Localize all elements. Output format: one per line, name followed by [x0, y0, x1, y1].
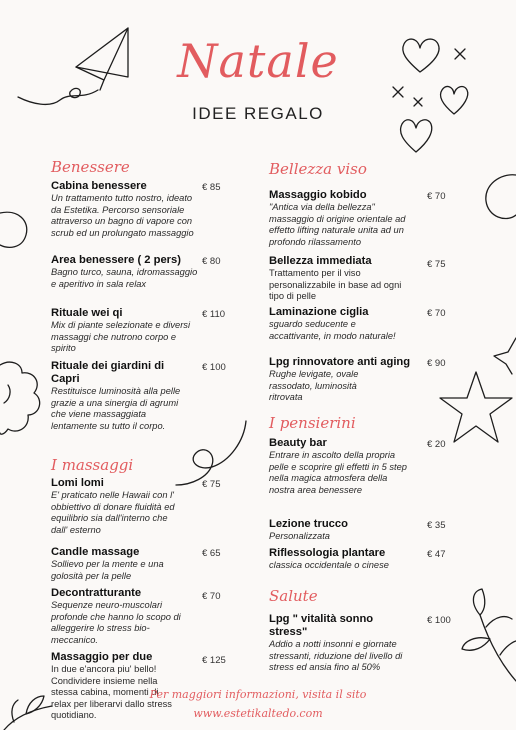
- menu-item: [269, 437, 409, 496]
- item-description: Rughe levigate, ovale rassodato, luminosità ritrovata: [269, 369, 359, 402]
- item-name: Candle massage: [51, 546, 140, 558]
- leaf-branch-icon: [456, 585, 516, 685]
- menu-item: [51, 477, 183, 536]
- item-price: € 80: [202, 256, 221, 267]
- item-name: Massaggio per due: [51, 651, 153, 663]
- item-name: Lpg " vitalità sonno stress": [269, 613, 374, 638]
- section-heading-bellezza-viso: Bellezza viso: [269, 160, 367, 178]
- item-price: € 35: [427, 520, 446, 531]
- item-name: Decontratturante: [51, 587, 142, 599]
- item-name: Laminazione ciglia: [269, 306, 369, 318]
- menu-item: [269, 518, 409, 543]
- menu-item: [51, 307, 201, 355]
- star-icon: [436, 368, 516, 448]
- item-description: Mix di piante selezionate e diversi massaggi che nutrono corpo e spirito: [51, 320, 191, 353]
- swirl-icon: [470, 165, 516, 235]
- item-price: € 70: [202, 591, 221, 602]
- menu-item: [51, 180, 201, 239]
- item-price: € 100: [427, 615, 451, 626]
- item-description: Addio a notti insonni e giornate stressanti, riduzione del livello di stress ed ansia fino al 50%: [269, 639, 403, 672]
- item-description: "Antica via della bellezza" massaggio di origine orientale ad effetto lifting naturale unita ad un profondo rilassamento: [269, 202, 406, 247]
- item-price: € 65: [202, 548, 221, 559]
- menu-item: [51, 587, 181, 646]
- item-name: Rituale wei qi: [51, 307, 123, 319]
- item-description: Un trattamento tutto nostro, ideato da Estetika. Percorso sensoriale attraverso un bagno di vapore con scrub ed un prolungato massaggio: [51, 193, 194, 238]
- item-description: classica occidentale o cinese: [269, 560, 389, 570]
- section-heading-pensierini: I pensierini: [269, 414, 356, 432]
- item-description: Personalizzata: [269, 531, 330, 541]
- item-price: € 110: [202, 309, 226, 320]
- menu-item: [269, 189, 414, 248]
- item-name: Riflessologia plantare: [269, 547, 386, 559]
- cloud-icon: [0, 355, 44, 445]
- item-name: Lomi lomi: [51, 477, 104, 489]
- menu-item: [51, 546, 181, 582]
- menu-item: [51, 254, 201, 290]
- menu-item: [269, 547, 419, 572]
- item-name: Cabina benessere: [51, 180, 147, 192]
- menu-item: [269, 613, 414, 674]
- page-title: Natale: [177, 34, 339, 88]
- item-price: € 75: [427, 259, 446, 270]
- item-name: Lpg rinnovatore anti aging: [269, 356, 411, 368]
- item-description: Sequenze neuro-muscolari profonde che hanno lo scopo di alleggerire lo stress bio-meccanico.: [51, 600, 181, 645]
- menu-item: [269, 306, 401, 342]
- item-price: € 90: [427, 358, 446, 369]
- menu-item: [269, 255, 409, 303]
- footer-website-link[interactable]: www.estetikaltedo.com: [193, 707, 323, 720]
- item-price: € 85: [202, 182, 221, 193]
- item-description: In due e'ancora piu' bello! Condividere insieme nella stessa cabina, momenti di relax per liberarvi dallo stress quotidiano.: [51, 664, 172, 720]
- menu-item: [269, 356, 424, 404]
- item-description: Trattamento per il viso personalizzabile in base ad ogni tipo di pelle: [269, 268, 402, 301]
- item-name: Massaggio kobido: [269, 189, 367, 201]
- item-description: Bagno turco, sauna, idromassaggio e aperitivo in sala relax: [51, 267, 198, 289]
- section-heading-benessere: Benessere: [51, 158, 130, 176]
- item-price: € 125: [202, 655, 226, 666]
- item-description: E' praticato nelle Hawaii con l' obbiettivo di donare fluidità ed equilibrio sia dall'interno che dall' esterno: [51, 490, 175, 535]
- footer-info-text: Per maggiori informazioni, visita il sito: [149, 688, 367, 701]
- page-subtitle: IDEE REGALO: [192, 104, 324, 123]
- item-name: Rituale dei giardini di Capri: [51, 360, 165, 385]
- item-name: Area benessere ( 2 pers): [51, 254, 181, 266]
- item-price: € 70: [427, 308, 446, 319]
- item-name: Lezione trucco: [269, 518, 348, 530]
- item-description: Restituisce luminosità alla pelle grazie a una sinergia di agrumi che viene massaggiata lentamente su tutto il corpo.: [51, 386, 181, 431]
- item-price: € 70: [427, 191, 446, 202]
- item-price: € 75: [202, 479, 221, 490]
- item-name: Beauty bar: [269, 437, 327, 449]
- item-price: € 20: [427, 439, 446, 450]
- swirl-icon: [0, 205, 40, 265]
- item-description: sguardo seducente e accattivante, in modo naturale!: [269, 319, 396, 341]
- item-name: Bellezza immediata: [269, 255, 372, 267]
- item-description: Entrare in ascolto della propria pelle e scoprire gli effetti in 5 step nella magica atmosfera della nostra area benessere: [269, 450, 407, 495]
- menu-item: [51, 360, 181, 432]
- item-price: € 47: [427, 549, 446, 560]
- section-heading-massaggi: I massaggi: [51, 456, 134, 474]
- item-description: Sollievo per la mente e una golosità per la pelle: [51, 559, 164, 581]
- section-heading-salute: Salute: [269, 587, 318, 605]
- item-price: € 100: [202, 362, 226, 373]
